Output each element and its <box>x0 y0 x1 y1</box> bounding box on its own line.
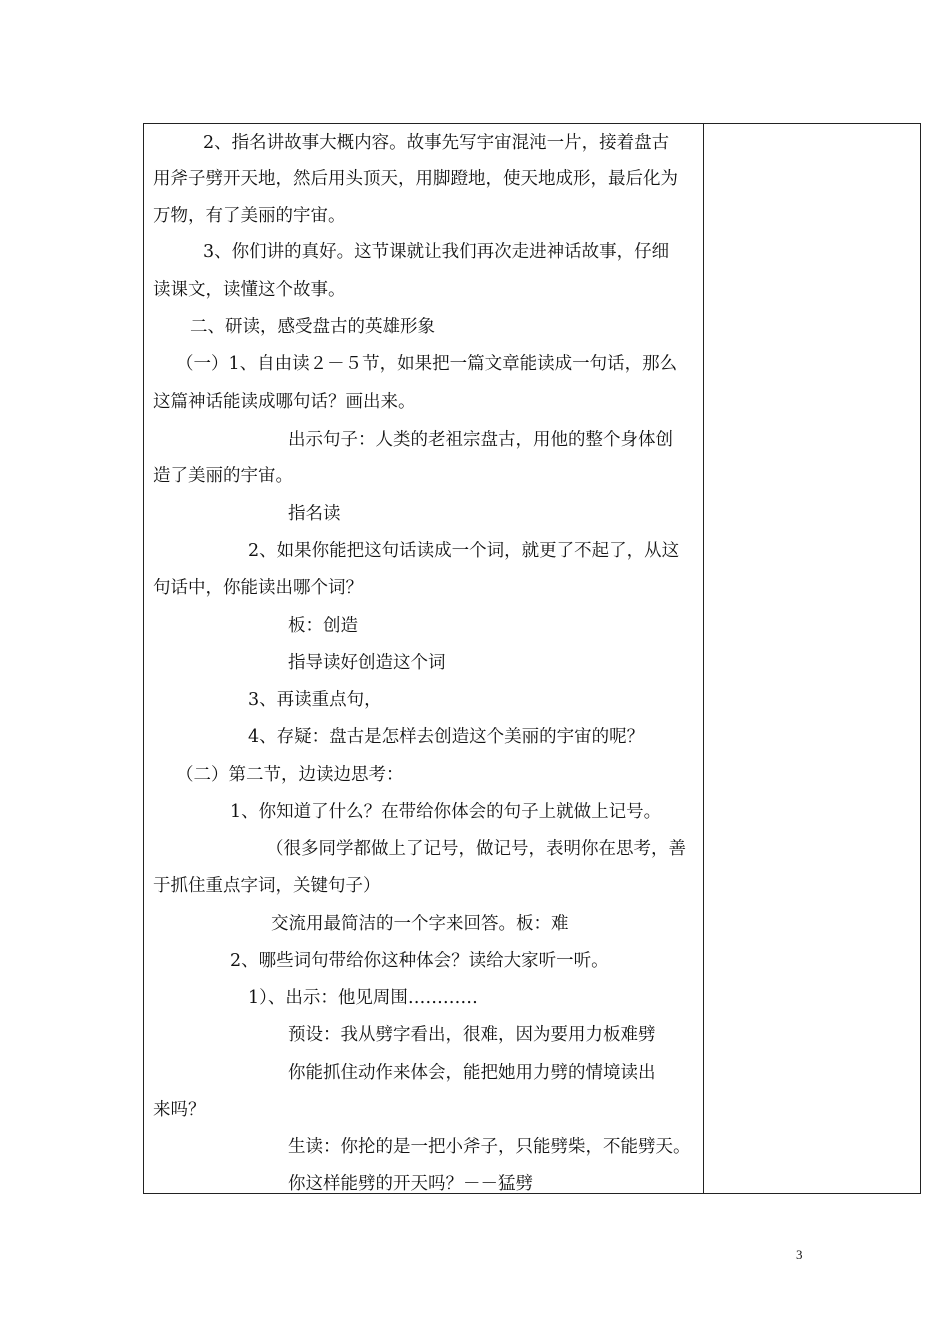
text-line: 2、指名讲故事大概内容。故事先写宇宙混沌一片，接着盘古 <box>203 133 670 153</box>
text-line: 出示句子：人类的老祖宗盘古，用他的整个身体创 <box>288 430 673 450</box>
text-line: 2、如果你能把这句话读成一个词，就更了不起了，从这 <box>248 541 680 561</box>
section-heading: （二）第二节，边读边思考： <box>176 765 404 785</box>
text-line: 2、哪些词句带给你这种体会？读给大家听一听。 <box>230 951 609 971</box>
text-line: 来吗？ <box>153 1100 206 1120</box>
text-line: 1、你知道了什么？在带给你体会的句子上就做上记号。 <box>230 802 662 822</box>
text-line: 1）、出示：他见周围………… <box>248 988 478 1008</box>
text-line: 指名读 <box>288 504 341 524</box>
text-line: 3、再读重点句， <box>248 690 382 710</box>
text-line: 句话中，你能读出哪个词？ <box>153 578 363 598</box>
text-line: 这篇神话能读成哪句话？画出来。 <box>153 392 416 412</box>
text-line: 造了美丽的宇宙。 <box>153 466 293 486</box>
text-line: 万物，有了美丽的宇宙。 <box>153 206 346 226</box>
text-line: 交流用最简洁的一个字来回答。板：难 <box>271 914 569 934</box>
text-line: （很多同学都做上了记号，做记号，表明你在思考，善 <box>266 839 686 859</box>
page-number: 3 <box>796 1247 803 1262</box>
section-heading: 二、研读，感受盘古的英雄形象 <box>190 317 435 337</box>
text-line: 4、存疑：盘古是怎样去创造这个美丽的宇宙的呢？ <box>248 727 645 747</box>
text-line: 指导读好创造这个词 <box>288 653 446 673</box>
text-line: 于抓住重点字词，关键句子） <box>153 876 381 896</box>
text-line: 板：创造 <box>288 616 358 636</box>
text-line: （一）1、自由读２－５节，如果把一篇文章能读成一句话，那么 <box>176 354 678 374</box>
notes-column <box>704 124 920 1193</box>
text-line: 你这样能劈的开天吗？－－猛劈 <box>288 1174 533 1194</box>
text-line: 读课文，读懂这个故事。 <box>153 280 346 300</box>
text-line: 预设：我从劈字看出，很难，因为要用力板难劈 <box>288 1025 656 1045</box>
text-line: 你能抓住动作来体会，能把她用力劈的情境读出 <box>288 1063 656 1083</box>
text-line: 生读：你抡的是一把小斧子，只能劈柴，不能劈天。 <box>288 1137 691 1157</box>
text-line: 3、你们讲的真好。这节课就让我们再次走进神话故事，仔细 <box>203 242 670 262</box>
text-line: 用斧子劈开天地，然后用头顶天，用脚蹬地，使天地成形，最后化为 <box>153 169 678 189</box>
